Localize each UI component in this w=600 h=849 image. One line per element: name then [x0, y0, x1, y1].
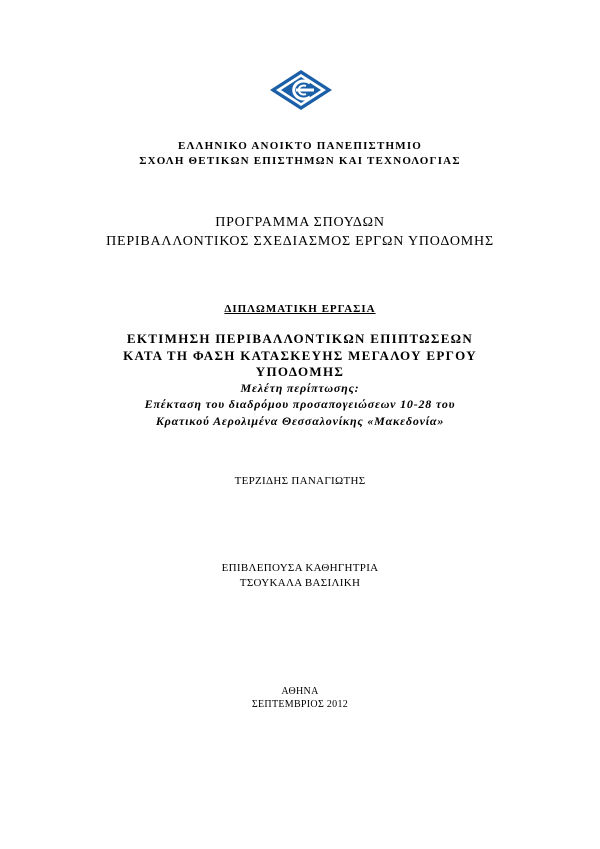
date: ΣΕΠΤΕΜΒΡΙΟΣ 2012 — [251, 699, 349, 710]
thesis-title-line-3: ΥΠΟΔΟΜΗΣ — [255, 364, 345, 379]
supervisor-name: ΤΣΟΥΚΑΛΑ ΒΑΣΙΛΙΚΗ — [239, 577, 361, 589]
thesis-label: ΔΙΠΛΩΜΑΤΙΚΗ ΕΡΓΑΣΙΑ — [224, 303, 376, 315]
program-title: ΠΡΟΓΡΑΜΜΑ ΣΠΟΥΔΩΝ — [215, 215, 385, 230]
place: ΑΘΗΝΑ — [281, 686, 319, 697]
thesis-title-line-1: ΕΚΤΙΜΗΣΗ ΠΕΡΙΒΑΛΛΟΝΤΙΚΩΝ ΕΠΙΠΤΩΣΕΩΝ — [126, 331, 474, 346]
university-logo-icon — [270, 70, 332, 110]
case-study-line-1: Επέκταση του διαδρόμου προσαπογειώσεων 10-28 του — [144, 397, 456, 411]
case-study-label: Μελέτη περίπτωσης: — [240, 381, 360, 395]
thesis-title-line-2: ΚΑΤΑ ΤΗ ΦΑΣΗ ΚΑΤΑΣΚΕΥΗΣ ΜΕΓΑΛΟΥ ΕΡΓΟΥ — [123, 348, 477, 363]
university-name: ΕΛΛΗΝΙΚΟ ΑΝΟΙΚΤΟ ΠΑΝΕΠΙΣΤΗΜΙΟ — [177, 140, 423, 152]
case-study-line-2: Κρατικού Αερολιμένα Θεσσαλονίκης «Μακεδονία» — [155, 414, 445, 428]
author-name: ΤΕΡΖΙΔΗΣ ΠΑΝΑΓΙΩΤΗΣ — [234, 475, 366, 487]
supervisor-role: ΕΠΙΒΛΕΠΟΥΣΑ ΚΑΘΗΓΗΤΡΙΑ — [221, 562, 379, 574]
program-subtitle: ΠΕΡΙΒΑΛΛΟΝΤΙΚΟΣ ΣΧΕΔΙΑΣΜΟΣ ΕΡΓΩΝ ΥΠΟΔΟΜΗΣ — [106, 234, 494, 249]
school-name: ΣΧΟΛΗ ΘΕΤΙΚΩΝ ΕΠΙΣΤΗΜΩΝ ΚΑΙ ΤΕΧΝΟΛΟΓΙΑΣ — [139, 155, 461, 167]
